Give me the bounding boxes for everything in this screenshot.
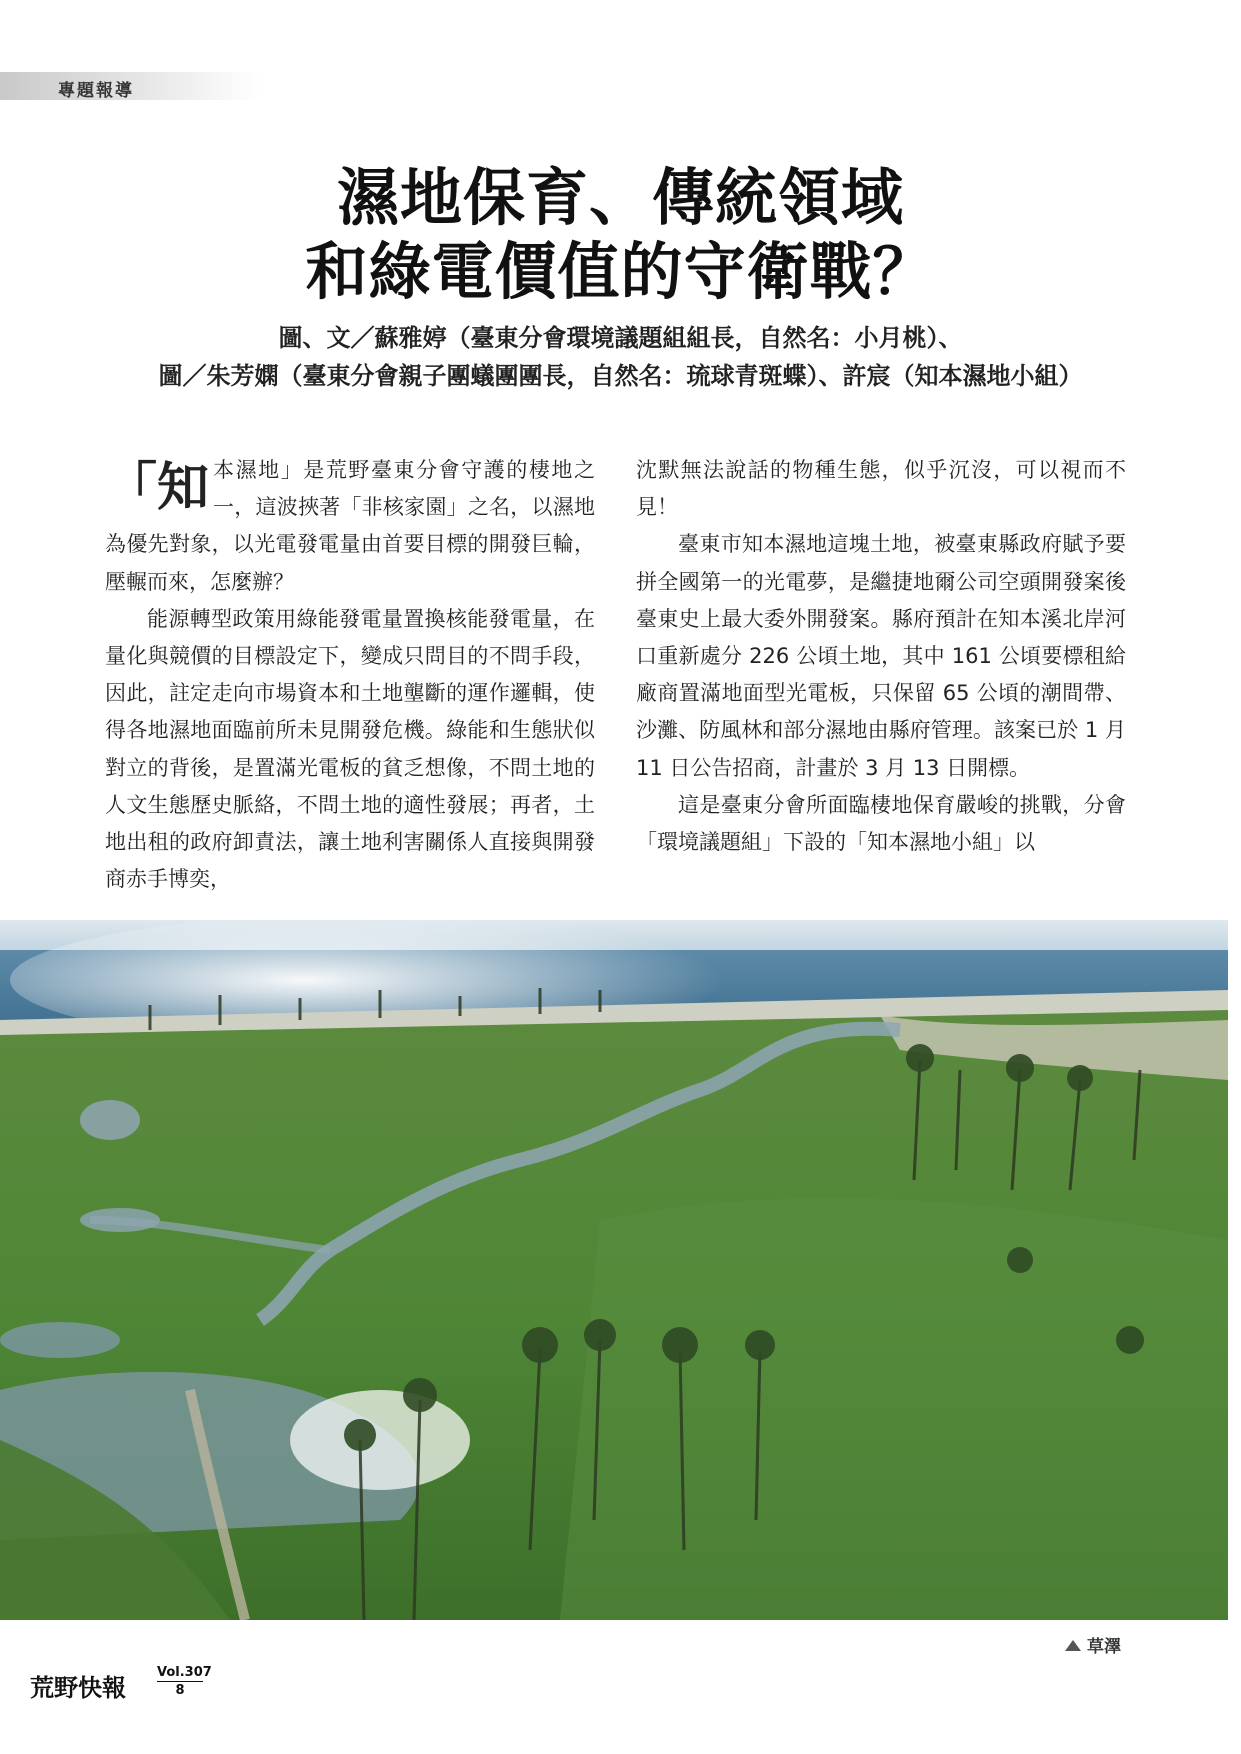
photo-caption-text: 草澤 [1087,1637,1121,1657]
triangle-up-icon [1065,1640,1081,1651]
section-tag-label: 專題報導 [58,81,134,101]
photo-caption [1065,1632,1121,1657]
magazine-logo: 荒野快報 [30,1673,126,1702]
article-title-line1: 濕地保育、傳統領域 [336,161,904,234]
paragraph-4: 臺東市知本濕地這塊土地，被臺東縣政府賦予要拼全國第一的光電夢，是繼捷地爾公司空頭開發案後臺東史上最大委外開發案。縣府預計在知本溪北岸河口重新處分 226 公頃土地，其中 161 公頃要標租給廠商置滿地面型光電板，只保留 65 公頃的潮間帶、沙灘、防風林和部分濕地由縣府管理。該案已於 1 月 11 日公告招商，計畫於 3 月 13 日開標。 [636,532,1126,780]
page-number: 8 [175,1683,185,1698]
article-column-right [636,452,1126,861]
paragraph-5: 這是臺東分會所面臨棲地保育嚴峻的挑戰，分會「環境議題組」下設的「知本濕地小組」以 [636,792,1126,855]
article-title-line2: 和綠電價值的守衛戰？ [305,235,936,308]
volume-number: Vol.307 [157,1665,212,1680]
byline-line1: 圖、文／蘇雅婷（臺東分會環境議題組組長，自然名：小月桃）、 [278,324,963,352]
byline-line2: 圖／朱芳嫻（臺東分會親子團蟻團團長，自然名：琉球青斑蝶）、許宸（知本濕地小組） [158,362,1083,390]
dropcap: 「知 [105,458,210,518]
volume-divider [157,1681,203,1682]
article-column-left [105,452,595,898]
volume-info [157,1665,212,1698]
wetland-aerial-photo [0,920,1228,1620]
wetland-aerial-illustration [0,920,1228,1620]
section-tag [0,72,260,100]
paragraph-1-text: 本濕地」是荒野臺東分會守護的棲地之一，這波挾著「非核家園」之名，以濕地為優先對象，以光電發電量由首要目標的開發巨輪，壓輾而來，怎麼辦？ [105,458,595,594]
paragraph-3: 沈默無法說話的物種生態，似乎沉沒，可以視而不見！ [636,458,1126,520]
paragraph-1 [105,452,595,601]
paragraph-2: 能源轉型政策用綠能發電量置換核能發電量，在量化與競價的目標設定下，變成只問目的不問手段，因此，註定走向市場資本和土地壟斷的運作邏輯，使得各地濕地面臨前所未見開發危機。綠能和生態狀似對立的背後，是置滿光電板的貧乏想像，不問土地的人文生態歷史脈絡，不問土地的適性發展；再者，土地出租的政府卸責法，讓土地利害關係人直接與開發商赤手博奕， [105,606,595,892]
